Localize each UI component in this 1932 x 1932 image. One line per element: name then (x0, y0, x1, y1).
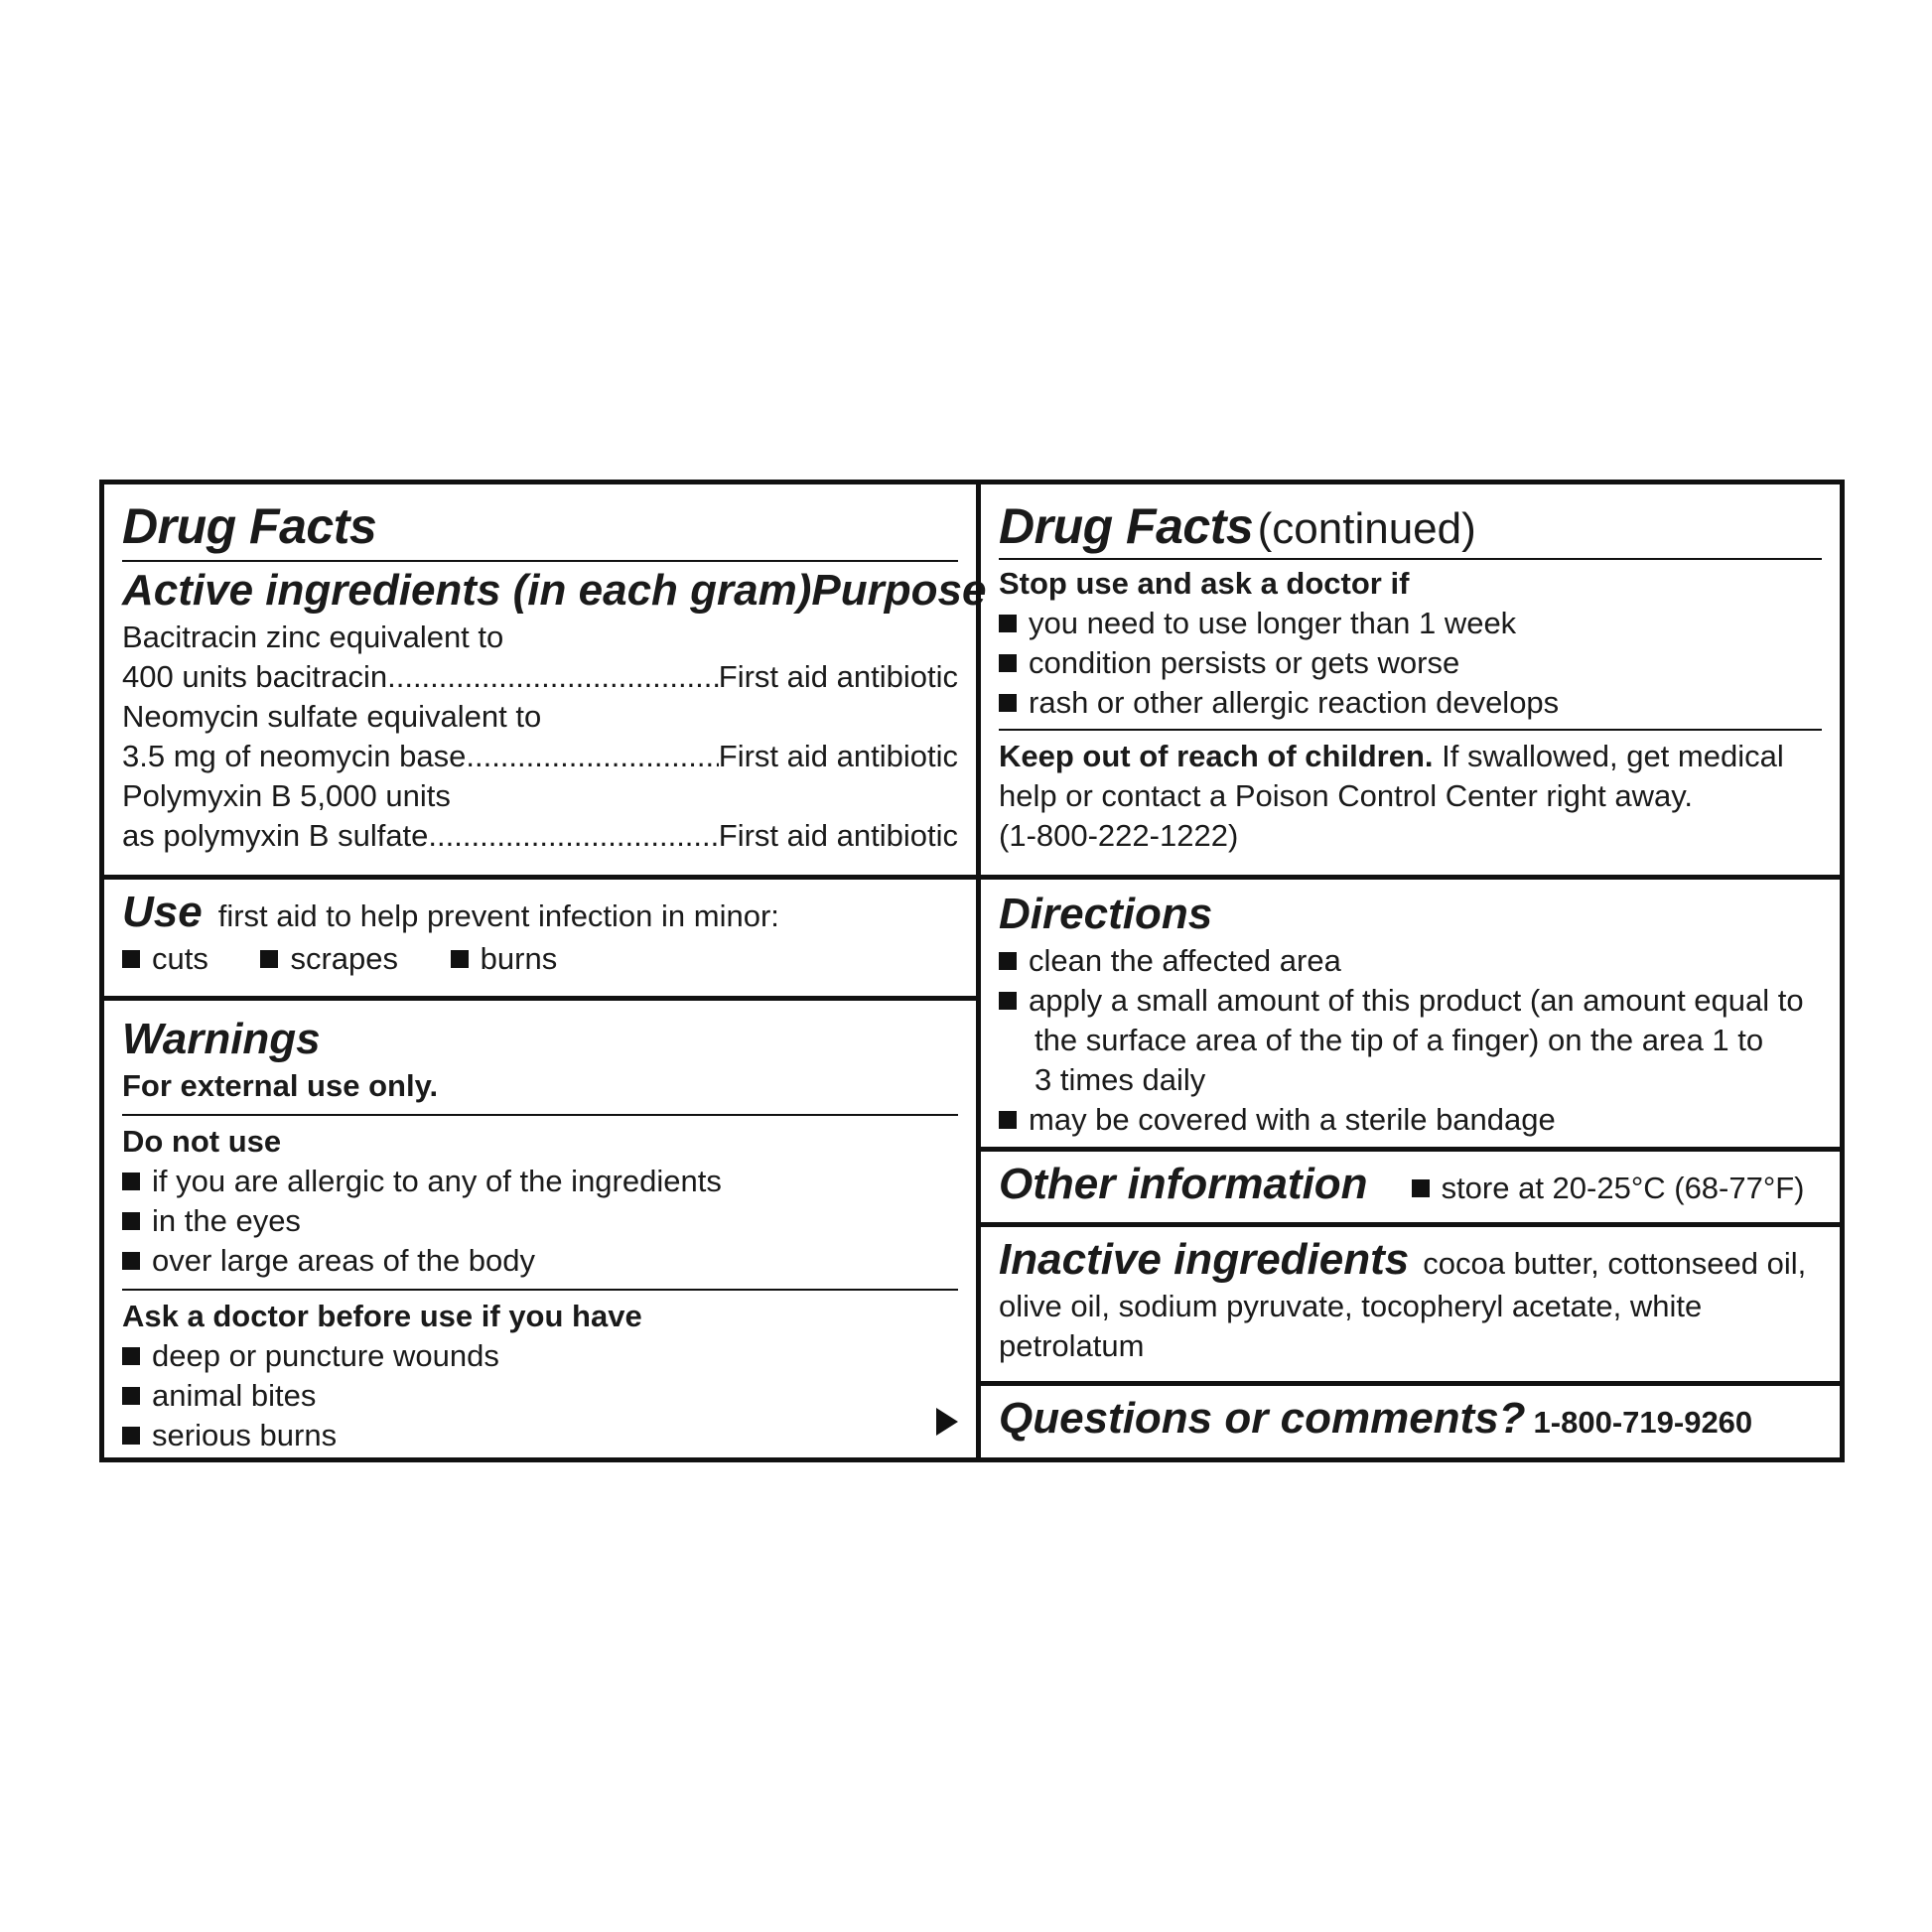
ingredient-item (122, 697, 958, 776)
drug-facts-label (99, 480, 1845, 1462)
list-item: apply a small amount of this product (an amount equal to (999, 981, 1822, 1021)
continued-label: (continued) (1257, 504, 1476, 553)
inactive-text: olive oil, sodium pyruvate, tocopheryl acetate, white (999, 1289, 1703, 1323)
list-item: store at 20-25°C (68-77°F) (1412, 1169, 1805, 1208)
ingredient-name: 3.5 mg of neomycin base (122, 739, 467, 773)
drug-facts-title: Drug Facts (122, 498, 377, 554)
divider (122, 560, 958, 562)
directions-panel (981, 880, 1840, 1152)
square-bullet-icon (122, 1173, 140, 1190)
active-ingredients-heading: Active ingredients (in each gram) (122, 566, 812, 615)
questions-row (999, 1392, 1822, 1446)
square-bullet-icon (122, 1252, 140, 1270)
square-bullet-icon (122, 1427, 140, 1445)
active-header-row (122, 564, 987, 618)
ingredient-item (122, 776, 958, 856)
inactive-ingredients-panel (981, 1227, 1840, 1386)
other-info-heading: Other information (999, 1160, 1368, 1208)
drug-facts-continued-title: Drug Facts (999, 498, 1254, 554)
purpose-heading: Purpose (811, 566, 987, 615)
ingredient-row (122, 737, 958, 776)
keep-out-bold: Keep out of reach of children. (999, 739, 1434, 773)
divider (999, 729, 1822, 731)
leader-dots (428, 816, 718, 856)
square-bullet-icon (451, 950, 469, 968)
ingredient-row (122, 657, 958, 697)
list-item-continuation: 3 times daily (1035, 1062, 1206, 1097)
use-panel (104, 880, 976, 1001)
active-ingredients-panel (104, 484, 987, 880)
list-item: if you are allergic to any of the ingredients (122, 1162, 958, 1201)
list-item: cuts (122, 941, 208, 976)
other-info-panel (981, 1152, 1840, 1227)
do-not-use-heading: Do not use (122, 1124, 282, 1159)
left-column (104, 484, 987, 1457)
list-item: rash or other allergic reaction develops (999, 683, 1822, 723)
questions-panel (981, 1386, 1840, 1457)
inactive-text: cocoa butter, cottonseed oil, (1423, 1246, 1807, 1281)
keep-out-line: If swallowed, get medical (1442, 739, 1784, 773)
ingredient-purpose: First aid antibiotic (718, 659, 958, 694)
list-item: you need to use longer than 1 week (999, 604, 1822, 643)
leader-dots (387, 657, 719, 697)
square-bullet-icon (999, 654, 1017, 672)
other-info-row (999, 1158, 1822, 1211)
ingredient-item (122, 618, 958, 697)
use-text: first aid to help prevent infection in minor: (217, 898, 779, 933)
ingredient-name: 400 units bacitracin (122, 659, 388, 694)
stop-use-heading: Stop use and ask a doctor if (999, 566, 1410, 601)
list-item: animal bites (122, 1376, 958, 1416)
ingredient-purpose: First aid antibiotic (718, 818, 958, 853)
list-item: clean the affected area (999, 941, 1822, 981)
list-item: may be covered with a sterile bandage (999, 1100, 1822, 1140)
square-bullet-icon (999, 992, 1017, 1010)
ingredient-row (122, 816, 958, 856)
use-row (122, 886, 958, 939)
ingredient-line: Polymyxin B 5,000 units (122, 778, 451, 813)
list-item-continuation: the surface area of the tip of a finger) on the area 1 to (1035, 1023, 1764, 1057)
keep-out-line: help or contact a Poison Control Center right away. (999, 778, 1694, 813)
ingredient-purpose: First aid antibiotic (718, 739, 958, 773)
inactive-ingredients-heading: Inactive ingredients (999, 1235, 1410, 1284)
divider (122, 1289, 958, 1291)
continued-title-row (999, 496, 1822, 556)
questions-phone: 1-800-719-9260 (1533, 1405, 1753, 1440)
poison-control-phone: (1-800-222-1222) (999, 818, 1239, 853)
divider (999, 558, 1822, 560)
keep-out-text (999, 737, 1822, 776)
list-item: in the eyes (122, 1201, 958, 1241)
right-column (976, 484, 1840, 1457)
square-bullet-icon (999, 694, 1017, 712)
external-use-text: For external use only. (122, 1068, 439, 1103)
ask-doctor-heading: Ask a doctor before use if you have (122, 1299, 642, 1333)
inactive-row (999, 1233, 1822, 1287)
list-item: condition persists or gets worse (999, 643, 1822, 683)
list-item: deep or puncture wounds (122, 1336, 958, 1376)
square-bullet-icon (122, 1347, 140, 1365)
warnings-heading: Warnings (122, 1015, 321, 1063)
ingredient-name: as polymyxin B sulfate (122, 818, 429, 853)
square-bullet-icon (999, 1111, 1017, 1129)
square-bullet-icon (122, 1212, 140, 1230)
list-item: scrapes (260, 941, 398, 976)
list-item: burns (451, 941, 558, 976)
warnings-panel (104, 1001, 976, 1457)
divider (122, 1114, 958, 1116)
questions-heading: Questions or comments? (999, 1394, 1526, 1443)
list-item: serious burns (122, 1416, 958, 1455)
directions-heading: Directions (999, 890, 1213, 938)
square-bullet-icon (260, 950, 278, 968)
use-heading: Use (122, 888, 203, 936)
square-bullet-icon (999, 615, 1017, 632)
ingredient-line: Neomycin sulfate equivalent to (122, 699, 542, 734)
square-bullet-icon (122, 950, 140, 968)
list-item: over large areas of the body (122, 1241, 958, 1281)
stop-use-panel (981, 484, 1840, 880)
inactive-text: petrolatum (999, 1328, 1145, 1363)
use-items (122, 939, 958, 979)
square-bullet-icon (1412, 1179, 1430, 1197)
square-bullet-icon (122, 1387, 140, 1405)
ingredient-line: Bacitracin zinc equivalent to (122, 620, 504, 654)
triangle-right-icon (936, 1408, 958, 1436)
leader-dots (466, 737, 718, 776)
square-bullet-icon (999, 952, 1017, 970)
